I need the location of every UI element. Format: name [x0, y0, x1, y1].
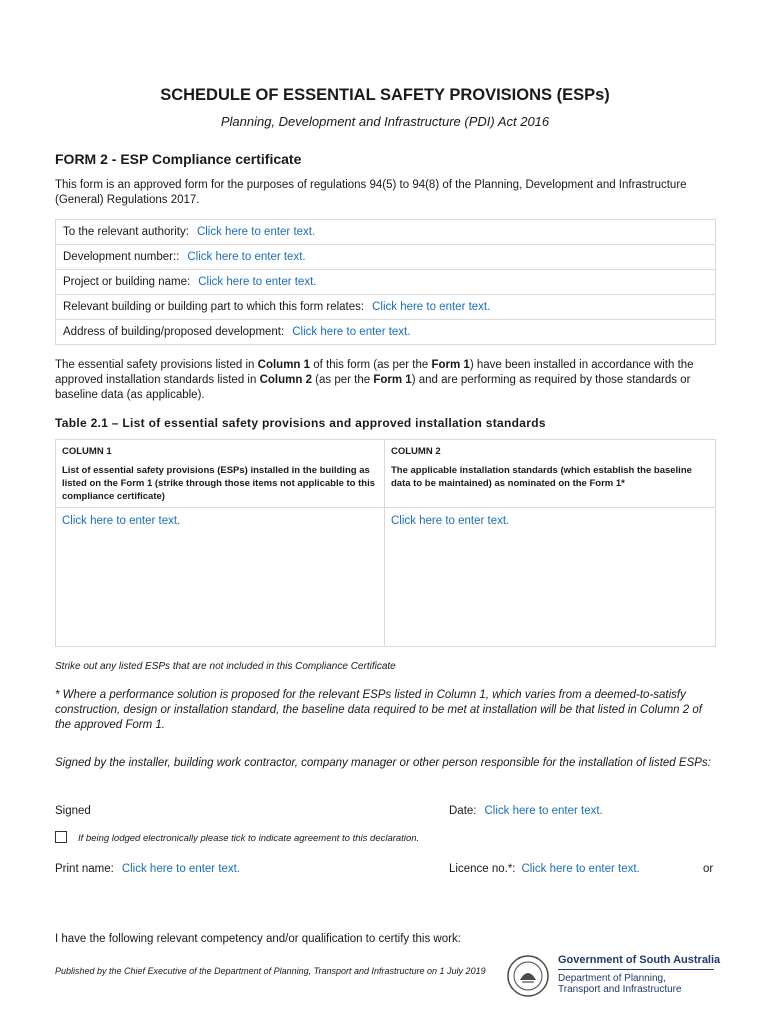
development-number-label: Development number:: [63, 251, 180, 263]
published-note: Published by the Chief Executive of the Department of Planning, Transport and Infrastructure on 1 July 2019 [55, 966, 486, 976]
government-seal-logo [506, 954, 550, 998]
column-2-field[interactable]: Click here to enter text. [391, 515, 510, 527]
print-name-label: Print name: [55, 863, 114, 875]
performance-solution-note: * Where a performance solution is proposed for the relevant ESPs listed in Column 1, which varies from a deemed-to-satisfy construction, design or installation standard, the baseline data required to be met at installation will be that listed in Column 2 of the approved Form 1. [55, 689, 702, 731]
column-1 [56, 440, 385, 646]
print-name-row [55, 863, 240, 875]
column-2-cell [385, 508, 715, 534]
column-1-header [56, 440, 384, 508]
signed-label: Signed [55, 805, 91, 817]
address-label: Address of building/proposed development: [63, 326, 285, 338]
department-name [558, 973, 682, 995]
installation-statement [55, 358, 715, 403]
relevant-authority-field[interactable]: Click here to enter text. [196, 226, 316, 238]
date-label: Date: [449, 805, 477, 817]
relevant-authority-row [56, 220, 715, 245]
statement-text: (as per the [311, 374, 374, 386]
project-name-row [56, 270, 715, 295]
agreement-checkbox[interactable] [55, 831, 67, 843]
print-name-field[interactable]: Click here to enter text. [121, 863, 241, 875]
statement-bold: Column 1 [257, 359, 311, 371]
date-field[interactable]: Click here to enter text. [484, 805, 603, 817]
date-row [449, 805, 603, 817]
relevant-authority-label: To the relevant authority: [63, 226, 189, 238]
statement-text: The essential safety provisions listed in [55, 359, 258, 371]
licence-label: Licence no.*: [449, 863, 516, 875]
details-table [55, 219, 716, 345]
licence-row [449, 863, 640, 875]
statement-text: ) and are performing as required by those standards or baseline data (as applicable). [55, 374, 691, 401]
column-2 [385, 440, 715, 646]
logo-divider [558, 969, 714, 970]
building-part-label: Relevant building or building part to which this form relates: [63, 301, 365, 313]
esp-table [55, 439, 716, 647]
statement-bold: Form 1 [431, 359, 470, 371]
document-subtitle: Planning, Development and Infrastructure (PDI) Act 2016 [220, 114, 550, 129]
development-number-field[interactable]: Click here to enter text. [187, 251, 306, 263]
column-2-title: COLUMN 2 [391, 446, 441, 457]
department-line-1: Department of Planning, [558, 973, 666, 984]
statement-bold: Column 2 [259, 374, 312, 386]
project-name-label: Project or building name: [63, 276, 191, 288]
column-1-field[interactable]: Click here to enter text. [62, 515, 181, 527]
table-heading: Table 2.1 – List of essential safety provisions and approved installation standards [55, 416, 546, 430]
document-title: SCHEDULE OF ESSENTIAL SAFETY PROVISIONS (ESPs) [160, 86, 610, 104]
form-heading: FORM 2 - ESP Compliance certificate [55, 151, 302, 167]
address-row [56, 320, 715, 344]
project-name-field[interactable]: Click here to enter text. [198, 276, 317, 288]
statement-text: of this form (as per the [310, 359, 432, 371]
column-1-title: COLUMN 1 [62, 446, 112, 457]
licence-field[interactable]: Click here to enter text. [521, 863, 640, 875]
statement-bold: Form 1 [373, 374, 412, 386]
statement-text: ) have been installed in accordance with the approved installation standards listed in [55, 359, 694, 386]
column-1-cell [56, 508, 384, 534]
strike-out-note: Strike out any listed ESPs that are not included in this Compliance Certificate [55, 661, 396, 672]
or-text: or [703, 863, 714, 875]
agreement-checkbox-label: If being lodged electronically please tick to indicate agreement to this declaration. [78, 833, 420, 844]
column-2-header [385, 440, 715, 508]
address-field[interactable]: Click here to enter text. [292, 326, 411, 338]
competency-text: I have the following relevant competency and/or qualification to certify this work: [55, 933, 461, 945]
signed-by-text: Signed by the installer, building work contractor, company manager or other person responsible for the installation of listed ESPs: [55, 757, 711, 769]
column-2-description: The applicable installation standards (which establish the baseline data to be maintained) as nominated on the Form 1* [391, 465, 692, 489]
development-number-row [56, 245, 715, 270]
column-1-description: List of essential safety provisions (ESPs) installed in the building as listed on the Form 1 (strike through those items not applicable to this compliance certificate) [62, 465, 376, 502]
government-name: Government of South Australia [558, 954, 721, 966]
intro-text: This form is an approved form for the purposes of regulations 94(5) to 94(8) of the Planning, Development and Infrastructure (General) Regulations 2017. [55, 179, 687, 206]
building-part-field[interactable]: Click here to enter text. [372, 301, 491, 313]
building-part-row [56, 295, 715, 320]
department-line-2: Transport and Infrastructure [558, 984, 682, 995]
